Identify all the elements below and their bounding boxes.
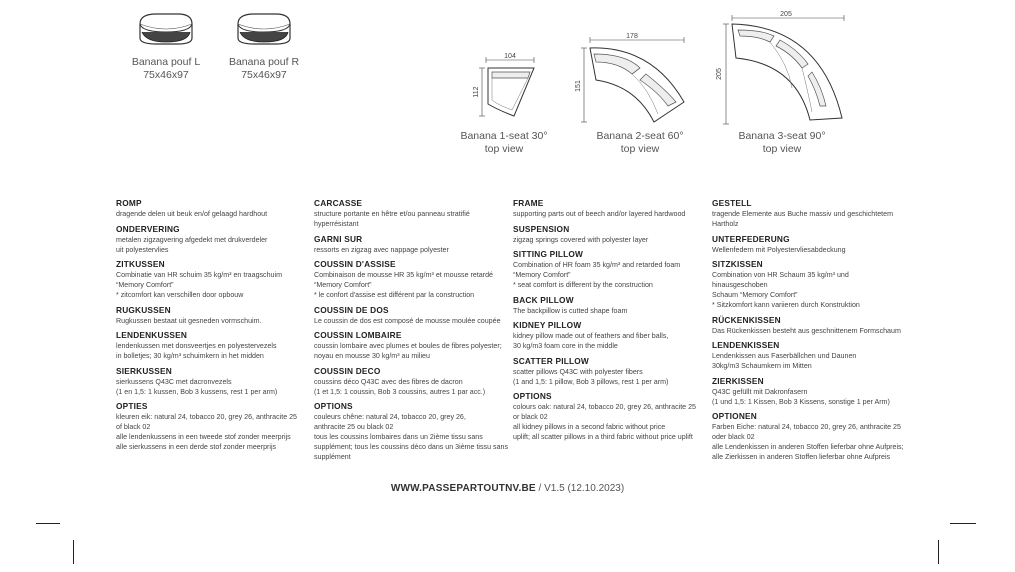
- spec-line: Farben Eiche: natural 24, tobacco 20, grey 26, anthracite 25: [712, 423, 901, 431]
- spec-section: [712, 340, 902, 371]
- view-label: top view: [620, 143, 660, 155]
- spec-section-title: CARCASSE: [314, 198, 363, 208]
- spec-line: couleurs chêne: natural 24, tobacco 20, grey 26,: [314, 413, 466, 421]
- spec-line: Wellenfedern mit Polyestervliesabdeckung: [712, 245, 846, 254]
- pouf-l-drawing: [136, 10, 196, 48]
- spec-line: of black 02: [116, 423, 151, 431]
- spec-section: [513, 198, 703, 219]
- spec-line: uplift; all scatter pillows in a third fabric without price uplift: [513, 433, 693, 441]
- spec-section: [513, 295, 703, 316]
- width-dimension: 178: [626, 33, 638, 40]
- spec-line: alle lendenkussens in een tweede stof zonder meerprijs: [116, 433, 291, 441]
- spec-section-title: BACK PILLOW: [513, 294, 574, 305]
- spec-section: [712, 234, 902, 255]
- spec-section: [314, 305, 504, 326]
- spec-section-title: SITZKISSEN: [712, 259, 763, 269]
- spec-section-title: KIDNEY PILLOW: [513, 320, 582, 330]
- spec-section-title: FRAME: [513, 198, 544, 208]
- spec-section-title: SIERKUSSEN: [116, 365, 172, 376]
- spec-section: [712, 198, 902, 229]
- spec-line: 30kg/m3 Schaumkern im Mitten: [712, 362, 812, 370]
- spec-section-title: ONDERVERING: [116, 223, 180, 234]
- spec-section: [314, 234, 504, 255]
- pouf-r-drawing: [234, 10, 294, 48]
- spec-section: [116, 198, 306, 219]
- spec-section-title: OPTIONS: [513, 391, 552, 401]
- pouf-l-label: [126, 56, 206, 82]
- one-seat-top-view: [470, 50, 550, 122]
- product-name: Banana 3-seat 90°: [738, 130, 826, 142]
- spec-line: Das Rückenkissen besteht aus geschnittenem Formschaum: [712, 326, 901, 335]
- footer: [0, 483, 1015, 494]
- product-dims: 75x46x97: [241, 69, 287, 81]
- spec-section-title: UNTERFEDERUNG: [712, 233, 790, 244]
- spec-section-title: OPTIONEN: [712, 411, 757, 421]
- spec-line: Le coussin de dos est composé de mousse moulée coupée: [314, 316, 501, 325]
- spec-line: Lendenkissen aus Faserbällchen und Daunen: [712, 352, 857, 360]
- spec-line: scatter pillows Q43C with polyester fibers: [513, 367, 643, 376]
- spec-section: [712, 315, 902, 336]
- spec-line: uit polyestervlies: [116, 245, 169, 254]
- spec-section-title: COUSSIN DE DOS: [314, 304, 389, 315]
- spec-section-title: SITTING PILLOW: [513, 249, 584, 259]
- spec-line: zigzag springs covered with polyester layer: [513, 235, 649, 244]
- spec-section: [513, 391, 703, 442]
- spec-line: alle Lendenkissen in anderen Stoffen lieferbar ohne Aufpreis;: [712, 443, 904, 451]
- product-dims: 75x46x97: [143, 69, 189, 81]
- spec-section-title: GARNI SUR: [314, 233, 363, 244]
- crop-mark: [36, 523, 60, 524]
- spec-line: hyperrésistant: [314, 220, 359, 228]
- width-dimension: 104: [504, 53, 516, 60]
- spec-section-title: OPTIONS: [314, 401, 353, 411]
- spec-line: dragende delen uit beuk en/of gelaagd hardhout: [116, 210, 268, 218]
- spec-line: Hartholz: [712, 220, 739, 228]
- spec-line: “Memory Comfort”: [116, 281, 174, 289]
- spec-line: Q43C gefüllt mit Dakronfasern: [712, 387, 808, 396]
- spec-line: lendenkussen met donsveertjes en polyestervezels: [116, 342, 277, 350]
- spec-section-title: LENDENKUSSEN: [116, 330, 188, 340]
- product-name: Banana 2-seat 60°: [596, 130, 684, 142]
- spec-line: supplément: [314, 453, 351, 461]
- spec-line: (1 et 1,5: 1 coussin, Bob 3 coussins, autres 1 par acc.): [314, 387, 486, 396]
- spec-line: noyau en mousse 30 kg/m³ au milieu: [314, 352, 430, 360]
- spec-section: [712, 411, 902, 462]
- spec-section: [513, 249, 703, 290]
- spec-section-title: COUSSIN DECO: [314, 365, 381, 376]
- spec-section: [712, 376, 902, 407]
- crop-mark: [950, 523, 976, 524]
- spec-line: coussins déco Q43C avec des fibres de dacron: [314, 377, 463, 386]
- two-seat-label: [588, 130, 692, 156]
- spec-section-title: RÜCKENKISSEN: [712, 314, 781, 325]
- spec-line: colours oak: natural 24, tobacco 20, grey 26, anthracite 25: [513, 403, 696, 411]
- spec-line: in bolletjes; 30 kg/m³ schuimkern in het midden: [116, 352, 264, 360]
- spec-section: [712, 259, 902, 310]
- spec-line: alle Zierkissen in anderen Stoffen lieferbar ohne Aufpreis: [712, 453, 891, 461]
- spec-section-title: RUGKUSSEN: [116, 304, 171, 315]
- pouf-r-label: [224, 56, 304, 82]
- spec-line: Schaum “Memory Comfort”: [712, 291, 798, 299]
- spec-line: * le confort d'assise est différent par la construction: [314, 291, 475, 299]
- spec-section: [314, 259, 504, 300]
- spec-line: ressorts en zigzag avec nappage polyester: [314, 245, 449, 254]
- spec-line: 30 kg/m3 foam core in the middle: [513, 342, 618, 350]
- height-dimension: 112: [473, 86, 480, 98]
- spec-line: coussin lombaire avec plumes et boules de fibres polyester;: [314, 342, 502, 350]
- spec-section: [116, 330, 306, 361]
- spec-line: Rugkussen bestaat uit gesneden vormschuim.: [116, 316, 262, 325]
- spec-line: (1 and 1,5: 1 pillow, Bob 3 pillows, rest 1 per arm): [513, 377, 669, 386]
- spec-line: all kidney pillows in a second fabric without price: [513, 423, 666, 431]
- crop-mark: [73, 540, 74, 564]
- spec-section-title: GESTELL: [712, 198, 752, 208]
- spec-line: supplément; tous les coussins déco dans un 3ième tissu sans: [314, 443, 509, 451]
- column-english: [513, 198, 703, 447]
- spec-line: Combinaison de mousse HR 35 kg/m³ et mousse retardé: [314, 271, 493, 279]
- spec-line: Combination of HR foam 35 kg/m³ and retarded foam: [513, 261, 681, 269]
- product-name: Banana pouf R: [228, 56, 300, 68]
- column-french: [314, 198, 509, 467]
- spec-section-title: SUSPENSION: [513, 223, 570, 234]
- crop-mark: [938, 540, 939, 564]
- spec-section: [116, 224, 306, 255]
- column-dutch: [116, 198, 306, 457]
- spec-line: * zitcomfort kan verschillen door opbouw: [116, 291, 244, 299]
- product-name: Banana pouf L: [131, 56, 201, 68]
- column-german: [712, 198, 902, 467]
- website-link: WWW.PASSEPARTOUTNV.BE: [390, 483, 536, 494]
- spec-line: (1 und 1,5: 1 Kissen, Bob 3 Kissens, sonstige 1 per Arm): [712, 397, 890, 406]
- spec-line: metalen zigzagvering afgedekt met drukverdeler: [116, 235, 268, 244]
- spec-line: “Memory Comfort”: [513, 271, 571, 279]
- spec-section: [116, 401, 306, 452]
- three-seat-label: [730, 130, 834, 156]
- width-dimension: 205: [780, 11, 792, 18]
- spec-line: alle sierkussens in een derde stof zonder meerprijs: [116, 443, 277, 451]
- spec-line: oder black 02: [712, 433, 755, 441]
- height-dimension: 151: [575, 80, 582, 92]
- view-label: top view: [484, 143, 524, 155]
- spec-section: [314, 198, 504, 229]
- spec-section: [314, 401, 509, 462]
- spec-section: [513, 320, 703, 351]
- spec-line: * Sitzkomfort kann variieren durch Konstruktion: [712, 301, 860, 309]
- spec-line: kleuren eik: natural 24, tobacco 20, grey 26, anthracite 25: [116, 413, 298, 421]
- spec-line: * seat comfort is different by the construction: [513, 281, 653, 289]
- spec-section-title: SCATTER PILLOW: [513, 355, 589, 366]
- spec-line: tous les coussins lombaires dans un 2ième tissu sans: [314, 433, 483, 441]
- spec-section-title: ZIERKISSEN: [712, 375, 764, 386]
- spec-line: Combinatie van HR schuim 35 kg/m³ en traagschuim: [116, 271, 282, 279]
- view-label: top view: [762, 143, 802, 155]
- spec-line: (1 en 1,5: 1 kussen, Bob 3 kussens, rest 1 per arm): [116, 387, 278, 396]
- spec-line: hinausgeschoben: [712, 281, 768, 289]
- spec-section: [116, 366, 306, 397]
- two-seat-top-view: [572, 32, 690, 124]
- spec-line: or black 02: [513, 413, 548, 421]
- spec-line: structure portante en hêtre et/ou panneau stratifié: [314, 210, 470, 218]
- spec-line: sierkussens Q43C met dacronvezels: [116, 377, 232, 386]
- spec-line: “Memory Comfort”: [314, 281, 372, 289]
- spec-section: [513, 356, 703, 387]
- spec-section: [513, 224, 703, 245]
- spec-section-title: COUSSIN D'ASSISE: [314, 259, 396, 269]
- spec-line: anthracite 25 ou black 02: [314, 423, 394, 431]
- three-seat-top-view: [712, 8, 848, 126]
- version-text: / V1.5 (12.10.2023): [535, 483, 625, 494]
- spec-section: [116, 305, 306, 326]
- spec-line: tragende Elemente aus Buche massiv und geschichtetem: [712, 210, 893, 218]
- spec-section: [314, 330, 504, 361]
- spec-section: [116, 259, 306, 300]
- spec-section-title: ZITKUSSEN: [116, 259, 165, 269]
- spec-section-title: LENDENKISSEN: [712, 340, 780, 350]
- height-dimension: 205: [716, 68, 723, 80]
- spec-line: The backpillow is cutted shape foam: [513, 306, 628, 315]
- spec-section-title: COUSSIN LOMBAIRE: [314, 330, 402, 340]
- spec-line: supporting parts out of beech and/or layered hardwood: [513, 210, 686, 218]
- spec-section-title: ROMP: [116, 198, 142, 208]
- spec-section-title: OPTIES: [116, 401, 148, 411]
- one-seat-label: [452, 130, 556, 156]
- spec-line: Combination von HR Schaum 35 kg/m³ und: [712, 271, 849, 279]
- spec-section: [314, 366, 504, 397]
- spec-line: kidney pillow made out of feathers and fiber balls,: [513, 332, 669, 340]
- product-name: Banana 1-seat 30°: [460, 130, 548, 142]
